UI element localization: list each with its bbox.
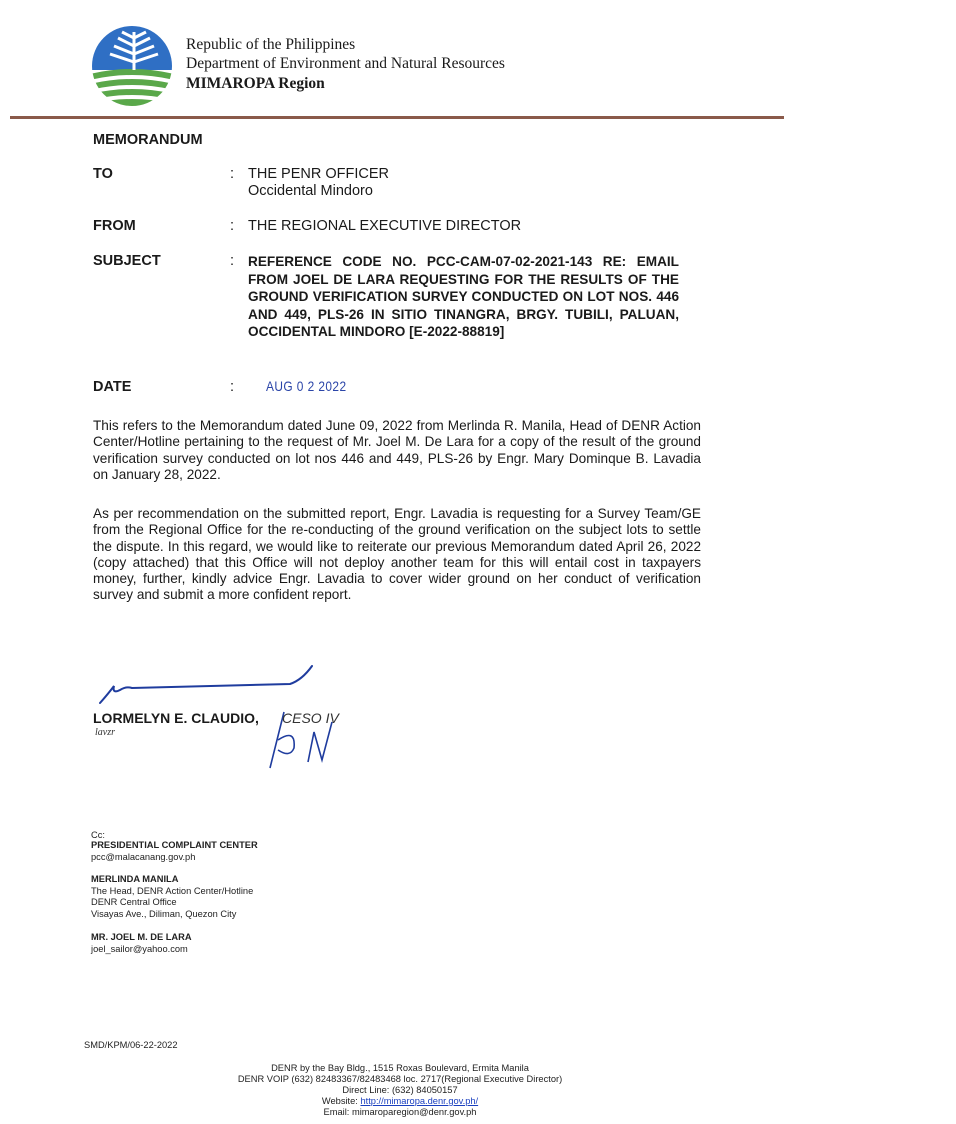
footer-voip: DENR VOIP (632) 82483367/82483468 loc. 2717(Regional Executive Director) bbox=[237, 1074, 563, 1084]
to-recipient: THE PENR OFFICER bbox=[248, 166, 389, 182]
footer-direct-line: Direct Line: (632) 84050157 bbox=[342, 1085, 458, 1095]
denr-logo-icon bbox=[90, 24, 174, 108]
from-sender: THE REGIONAL EXECUTIVE DIRECTOR bbox=[248, 218, 522, 234]
footer-website-row bbox=[160, 1096, 640, 1108]
signatory-suffix: CESO IV bbox=[282, 710, 339, 726]
letterhead-country: Republic of the Philippines bbox=[186, 36, 356, 53]
from-label: FROM bbox=[93, 218, 136, 234]
letterhead-department: Department of Environment and Natural Resources bbox=[186, 55, 505, 72]
cc-recipient-2-name: MERLINDA MANILA bbox=[91, 874, 179, 884]
cc-recipient-2-line1: The Head, DENR Action Center/Hotline bbox=[91, 886, 254, 896]
memo-title: MEMORANDUM bbox=[93, 132, 203, 148]
footer-address: DENR by the Bay Bldg., 1515 Roxas Boulevard, Ermita Manila bbox=[271, 1063, 529, 1073]
signatory-name: LORMELYN E. CLAUDIO, bbox=[93, 710, 259, 726]
cc-recipient-1-email: pcc@malacanang.gov.ph bbox=[91, 852, 196, 862]
header-divider bbox=[10, 116, 784, 119]
to-location: Occidental Mindoro bbox=[248, 183, 373, 199]
date-colon: : bbox=[230, 379, 235, 395]
body-paragraph-1: This refers to the Memorandum dated June 09, 2022 from Merlinda R. Manila, Head of DENR Action Center/Hotline pertaining to the request of Mr. Joel M. De Lara for a copy of the result of the ground verification survey conducted on lot nos 446 and 449, PLS-26 by Engr. Mary Dominque B. Lavadia on January 28, 2022. bbox=[93, 418, 701, 482]
cc-recipient-3-email: joel_sailor@yahoo.com bbox=[91, 944, 188, 954]
cc-recipient-2-line3: Visayas Ave., Diliman, Quezon City bbox=[91, 909, 237, 919]
subject-text: REFERENCE CODE NO. PCC-CAM-07-02-2021-143 RE: EMAIL FROM JOEL DE LARA REQUESTING FOR THE RESULTS OF THE GROUND VERIFICATION SURVEY CONDUCTED ON LOT NOS. 446 AND 449, PLS-26 IN SITIO TINANGRA, BRGY. TUBILI, PALUAN, OCCIDENTAL MINDORO [E-2022-88819] bbox=[248, 254, 679, 339]
body-paragraph-2: As per recommendation on the submitted report, Engr. Lavadia is requesting for a Survey Team/GE from the Regional Office for the re-conducting of the ground verification on the subject lots to settle the dispute. In this regard, we would like to reiterate our previous Memorandum dated April 26, 2022 (copy attached) that this Office will not deploy another team for this will entail cost in taxpayers money, further, kindly advice Engr. Lavadia to cover wider ground on her conduct of verification survey and submit a more confident report. bbox=[93, 506, 701, 603]
date-stamp: AUG 0 2 2022 bbox=[266, 378, 347, 394]
letterhead-region: MIMAROPA Region bbox=[186, 75, 325, 92]
to-colon: : bbox=[230, 166, 235, 182]
footer-website-label: Website: bbox=[321, 1096, 358, 1106]
cc-recipient-1-name: PRESIDENTIAL COMPLAINT CENTER bbox=[91, 840, 258, 850]
footer-website-link[interactable]: http://mimaropa.denr.gov.ph/ bbox=[360, 1096, 479, 1106]
initial-mark: lavzr bbox=[95, 727, 115, 738]
from-colon: : bbox=[230, 218, 235, 234]
cc-recipient-2-line2: DENR Central Office bbox=[91, 897, 177, 907]
reference-code: SMD/KPM/06-22-2022 bbox=[84, 1040, 178, 1050]
footer-email: Email: mimaroparegion@denr.gov.ph bbox=[323, 1107, 477, 1117]
cc-recipient-3-name: MR. JOEL M. DE LARA bbox=[91, 932, 192, 942]
to-label: TO bbox=[93, 166, 113, 182]
subject-label: SUBJECT bbox=[93, 253, 161, 269]
cc-label: Cc: bbox=[91, 830, 105, 840]
subject-colon: : bbox=[230, 253, 235, 269]
date-label: DATE bbox=[93, 379, 132, 395]
